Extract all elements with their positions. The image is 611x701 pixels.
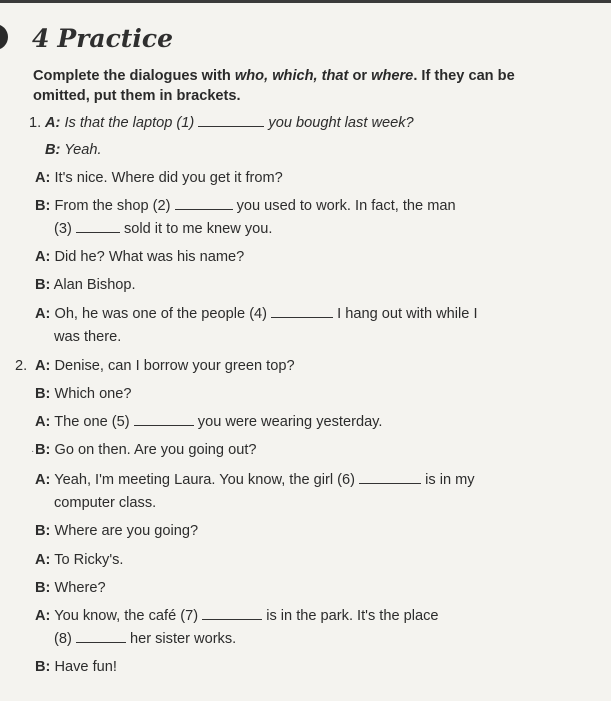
section-heading [32, 24, 173, 53]
dialogue-line [35, 580, 106, 596]
speaker-label: B: [35, 442, 51, 458]
dialogue-line [54, 221, 272, 237]
line-text: Is that the laptop (1) [64, 115, 195, 131]
speaker-label: A: [35, 608, 51, 624]
line-text: is in the park. It's the place [266, 608, 439, 624]
line-text: (3) [54, 221, 72, 237]
instructions [33, 66, 573, 106]
dialogue-line [35, 552, 123, 568]
speaker-label: B: [35, 198, 51, 214]
line-text: (8) [54, 631, 72, 647]
section-number: 4 [32, 24, 50, 53]
line-text: Alan Bishop. [53, 277, 136, 293]
line-text: you were wearing yesterday. [197, 414, 383, 430]
line-text: Did he? What was his name? [54, 249, 245, 265]
speaker-label: A: [35, 249, 51, 265]
section-bullet-icon [0, 24, 8, 50]
line-text: The one (5) [54, 414, 130, 430]
speaker-label: A: [35, 552, 51, 568]
exercise-2-number: 2. [15, 358, 28, 374]
line-text: Yeah. [64, 142, 102, 158]
line-text: her sister works. [129, 631, 237, 647]
line-text: sold it to me knew you. [123, 221, 273, 237]
speaker-label: B: [35, 580, 51, 596]
dialogue-line [35, 358, 295, 374]
line-text: Where? [54, 580, 106, 596]
dialogue-line [45, 142, 102, 158]
speaker-label: A: [35, 358, 51, 374]
line-text: From the shop (2) [54, 198, 171, 214]
instr-text-3: . If they can be omitted, put them in brackets. [33, 68, 515, 104]
instr-words-1: who, which, that [234, 68, 349, 84]
dialogue-line [35, 198, 456, 214]
dialogue-line [54, 495, 156, 511]
blank-8[interactable] [76, 642, 126, 643]
speaker-label: A: [35, 306, 51, 322]
blank-7[interactable] [202, 619, 262, 620]
instr-words-2: where [371, 68, 414, 84]
speaker-label: A: [35, 170, 51, 186]
line-text: You know, the café (7) [54, 608, 199, 624]
dialogue-line [35, 414, 382, 430]
top-border [0, 0, 611, 3]
line-text: Oh, he was one of the people (4) [54, 306, 268, 322]
speaker-label: A: [35, 414, 51, 430]
blank-2[interactable] [175, 209, 233, 210]
blank-4[interactable] [271, 317, 333, 318]
dialogue-line [54, 631, 236, 647]
line-text: It's nice. Where did you get it from? [54, 170, 283, 186]
line-text: you used to work. In fact, the man [236, 198, 456, 214]
section-title: Practice [57, 24, 173, 53]
dialogue-line [54, 329, 121, 345]
blank-1[interactable] [198, 126, 264, 127]
instr-text-2: or [348, 68, 372, 84]
speaker-label: B: [35, 386, 51, 402]
line-text: Denise, can I borrow your green top? [54, 358, 295, 374]
speaker-label: B: [35, 659, 51, 675]
line-text: Go on then. Are you going out? [54, 442, 257, 458]
line-text: was there. [54, 329, 122, 345]
line-text: Have fun! [54, 659, 117, 675]
margin-mark: · [31, 446, 35, 457]
dialogue-line [35, 277, 136, 293]
speaker-label: A: [45, 115, 61, 131]
dialogue-line [45, 115, 414, 131]
dialogue-line [35, 442, 257, 458]
speaker-label: B: [45, 142, 61, 158]
blank-3[interactable] [76, 232, 120, 233]
dialogue-line [35, 472, 475, 488]
dialogue-line [35, 608, 439, 624]
exercise-1-number: 1. [29, 115, 42, 131]
line-text: Yeah, I'm meeting Laura. You know, the girl (6) [54, 472, 355, 488]
line-text: Which one? [54, 386, 132, 402]
dialogue-line [35, 170, 283, 186]
dialogue-line [35, 249, 244, 265]
speaker-label: B: [35, 277, 51, 293]
blank-5[interactable] [134, 425, 194, 426]
line-text: Where are you going? [54, 523, 199, 539]
line-text: is in my [425, 472, 475, 488]
line-text: To Ricky's. [54, 552, 124, 568]
instr-text-1: Complete the dialogues with [33, 68, 235, 84]
dialogue-line [35, 659, 117, 675]
dialogue-line [35, 523, 198, 539]
dialogue-line [35, 386, 132, 402]
blank-6[interactable] [359, 483, 421, 484]
speaker-label: B: [35, 523, 51, 539]
speaker-label: A: [35, 472, 51, 488]
line-text: I hang out with while I [337, 306, 478, 322]
dialogue-line [35, 306, 478, 322]
line-text: you bought last week? [268, 115, 414, 131]
line-text: computer class. [54, 495, 157, 511]
